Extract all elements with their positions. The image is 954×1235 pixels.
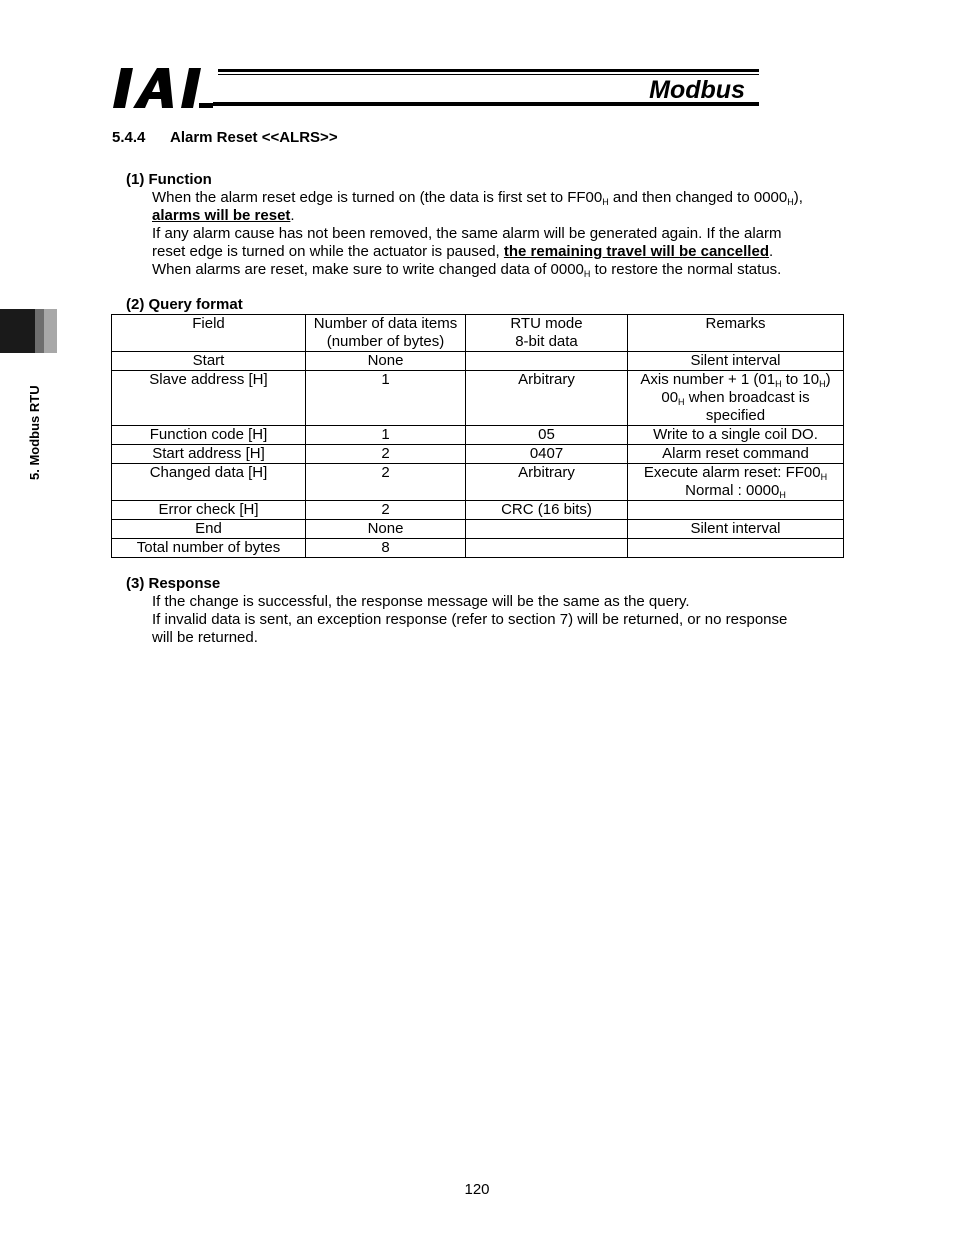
iai-logo: [113, 68, 213, 108]
cell-items: 1: [306, 371, 466, 426]
cell-field: Start: [112, 352, 306, 371]
cell-rtu: 0407: [466, 445, 628, 464]
cell-remarks: Write to a single coil DO.: [628, 426, 844, 445]
cell-items: 2: [306, 501, 466, 520]
chapter-tab-marker: [0, 309, 35, 353]
section-heading: [112, 129, 338, 147]
cell-rtu: [466, 352, 628, 371]
header-rule-top: [218, 69, 759, 72]
table-row: [112, 352, 844, 371]
cell-items: None: [306, 520, 466, 539]
cell-rtu: Arbitrary: [466, 371, 628, 426]
cell-remarks: Alarm reset command: [628, 445, 844, 464]
section-title: Alarm Reset <<ALRS>>: [170, 129, 338, 146]
function-paragraph: [152, 189, 842, 279]
section-number: 5.4.4: [112, 129, 146, 146]
cell-field: Error check [H]: [112, 501, 306, 520]
table-row: [112, 464, 844, 501]
table-row: [112, 539, 844, 558]
function-line-1: When the alarm reset edge is turned on (the data is first set to $FF00_H$ and then changed to $0000_H$),: [152, 189, 803, 207]
chapter-side-label: 5. Modbus RTU: [27, 385, 42, 480]
header-title: Modbus: [649, 76, 745, 104]
cell-remarks: Axis number + 1 ($01_H$ to $10_H$) $00_H$ when broadcast is specified: [628, 371, 844, 426]
function-line-2: alarms will be reset.: [152, 207, 295, 224]
table-row: [112, 426, 844, 445]
function-line-4: reset edge is turned on while the actuator is paused, the remaining travel will be cancelled.: [152, 243, 774, 260]
query-format-table: [111, 314, 844, 558]
table-row: [112, 501, 844, 520]
cell-field: Changed data [H]: [112, 464, 306, 501]
header-items: Number of data items (number of bytes): [306, 315, 466, 352]
response-line-2: If invalid data is sent, an exception response (refer to section 7) will be returned, or no response: [152, 611, 788, 628]
function-line-3: If any alarm cause has not been removed, the same alarm will be generated again. If the alarm: [152, 225, 782, 242]
cell-remarks: [628, 501, 844, 520]
table-row: [112, 520, 844, 539]
page-number: 120: [464, 1181, 490, 1198]
cell-items: None: [306, 352, 466, 371]
cell-items: 2: [306, 464, 466, 501]
table-row: [112, 371, 844, 426]
cell-field: Function code [H]: [112, 426, 306, 445]
cell-rtu: [466, 539, 628, 558]
response-line-1: If the change is successful, the response message will be the same as the query.: [152, 593, 690, 610]
travel-cancelled-emphasis: the remaining travel will be cancelled: [503, 243, 769, 260]
cell-remarks: Execute alarm reset: $FF00_H$ Normal : $0000_H$: [628, 464, 844, 501]
table-row: [112, 445, 844, 464]
cell-remarks: Silent interval: [628, 352, 844, 371]
chapter-tab-shade-light: [44, 309, 57, 353]
function-line-5: When alarms are reset, make sure to write changed data of $0000_H$ to restore the normal status.: [152, 261, 782, 279]
header-rule-top-inner: [218, 74, 759, 75]
response-line-3: will be returned.: [152, 629, 258, 646]
cell-field: End: [112, 520, 306, 539]
table-header-row: [112, 315, 844, 352]
cell-rtu: [466, 520, 628, 539]
response-heading: (3) Response: [126, 575, 221, 592]
cell-rtu: Arbitrary: [466, 464, 628, 501]
chapter-tab-shade-dark: [35, 309, 44, 353]
function-heading: (1) Function: [126, 171, 212, 188]
header-remarks: Remarks: [628, 315, 844, 352]
cell-field: Slave address [H]: [112, 371, 306, 426]
cell-remarks: Silent interval: [628, 520, 844, 539]
cell-rtu: 05: [466, 426, 628, 445]
cell-field: Start address [H]: [112, 445, 306, 464]
cell-items: 8: [306, 539, 466, 558]
cell-field: Total number of bytes: [112, 539, 306, 558]
query-heading: (2) Query format: [126, 296, 243, 313]
cell-rtu: CRC (16 bits): [466, 501, 628, 520]
header-field: Field: [112, 315, 306, 352]
alarms-reset-emphasis: alarms will be reset: [152, 207, 291, 224]
cell-items: 1: [306, 426, 466, 445]
header-rtu: RTU mode 8-bit data: [466, 315, 628, 352]
cell-items: 2: [306, 445, 466, 464]
cell-remarks: [628, 539, 844, 558]
response-paragraph: [152, 593, 842, 647]
